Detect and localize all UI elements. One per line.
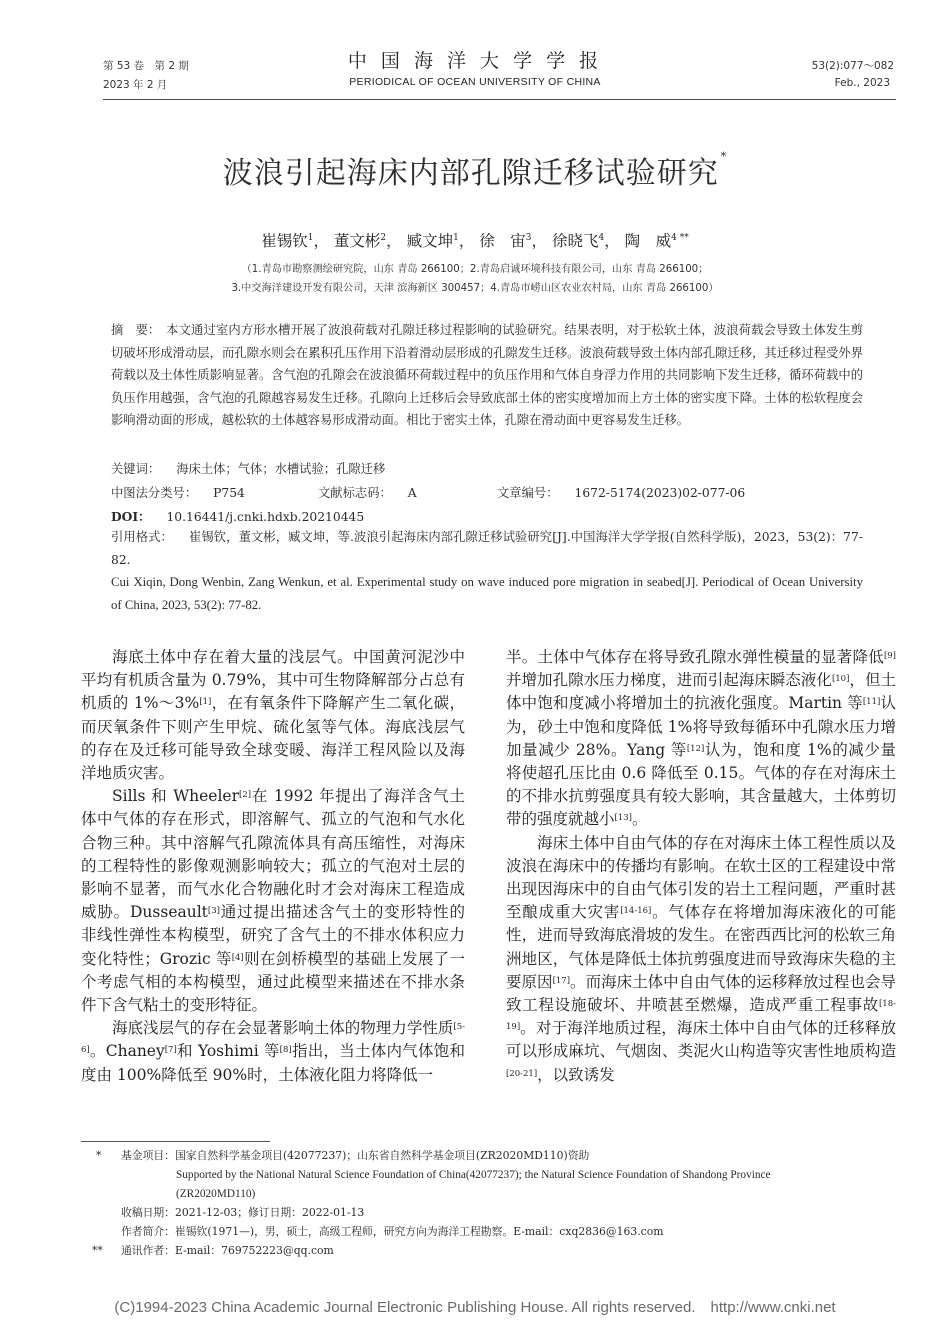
footnote-mark-fund: * xyxy=(96,1149,102,1162)
citation-ref[interactable]: [12] xyxy=(686,743,705,754)
citation-ref[interactable]: [20-21] xyxy=(506,1068,538,1079)
document-code-label: 文献标志码： xyxy=(318,486,392,500)
clc-value: P754 xyxy=(213,486,245,500)
citation-ref[interactable]: [13] xyxy=(614,813,632,824)
body-paragraph xyxy=(81,785,465,1017)
doi-value[interactable]: 10.16441/j.cnki.hdxb.20210445 xyxy=(166,510,365,524)
citation-ref[interactable]: [10] xyxy=(831,674,850,685)
paragraph-text: 。Chaney xyxy=(89,1042,165,1061)
keywords xyxy=(111,459,385,477)
footnote-rule xyxy=(81,1141,270,1142)
paragraph-text: 并增加孔隙水压力梯度，进而引起海床瞬态液化 xyxy=(506,671,832,690)
body-paragraph xyxy=(81,1017,465,1087)
abstract xyxy=(111,319,863,432)
body-paragraph xyxy=(506,646,896,832)
body-left-column xyxy=(81,646,465,1087)
paragraph-text: 和 Yoshimi 等 xyxy=(176,1042,280,1061)
citation-ref[interactable]: [1] xyxy=(199,697,212,708)
issue-date: 2023 年 2 月 xyxy=(103,79,168,91)
citation-ref[interactable]: [8] xyxy=(279,1045,292,1056)
author-name: 陶 威 xyxy=(624,232,672,250)
title-footnote-mark: * xyxy=(720,150,728,163)
author-affil-mark: 1 xyxy=(453,232,459,243)
citation-ref[interactable]: [18-19] xyxy=(506,999,896,1033)
citation-ref[interactable]: [17] xyxy=(552,975,571,986)
footnote-mark-corresponding: ** xyxy=(92,1244,103,1257)
doi xyxy=(111,507,364,525)
author-name: 徐 宙 xyxy=(479,232,526,250)
keywords-label: 关键词： xyxy=(111,462,161,476)
affiliation-line-2: 3.中交海洋建设开发有限公司，天津 滨海新区 300457；4.青岛市崂山区农业农村局，山东 青岛 266100） xyxy=(231,283,719,294)
body-right-column xyxy=(506,646,896,1087)
paragraph-text: 则在剑桥模型的基础上发展了一个考虑气相的本构模型，通过此模型来描述在不排水条件下含气粘土的变形特征。 xyxy=(81,949,465,1015)
citation-en: Cui Xiqin, Dong Wenbin, Zang Wenkun, et al. Experimental study on wave induced pore migration in seabed[J]. Periodical of Ocean University of China, 2023, 53(2): 77-82. xyxy=(111,575,863,612)
article-number-label: 文章编号： xyxy=(497,486,559,500)
body-paragraph xyxy=(81,646,465,785)
volume-issue: 第 53 卷 第 2 期 xyxy=(103,60,189,72)
citation-label: 引用格式： xyxy=(111,530,173,544)
author-affil-mark: 4 xyxy=(598,232,605,243)
citation-ref[interactable]: [2] xyxy=(239,790,252,801)
author-affil-mark: 3 xyxy=(525,232,532,243)
footnote-fund-cn: 基金项目：国家自然科学基金项目(42077237)；山东省自然科学基金项目(ZR2020MD110)资助 xyxy=(121,1149,590,1162)
article-number xyxy=(497,483,745,501)
journal-title-cn: 中 国 海 洋 大 学 学 报 xyxy=(347,50,603,72)
paragraph-text: 。 xyxy=(631,810,648,829)
paragraph-text: 指出，当土体内气体饱和度由 100%降低至 90%时，土体液化阻力将降低一 xyxy=(81,1042,465,1084)
author-name: 徐晓飞 xyxy=(551,232,599,250)
doi-label: DOI： xyxy=(111,509,151,524)
paragraph-text: 。气体存在将增加海床液化的可能性，进而导致海底滑坡的发生。在密西西比河的松软三角洲地区，气体是降低土体抗剪强度进而导致海床失稳的主要原因 xyxy=(506,903,896,991)
clc-label: 中图法分类号： xyxy=(111,486,198,500)
citation-ref[interactable]: [3] xyxy=(207,906,220,917)
author-affil-mark: 4 ** xyxy=(671,232,689,243)
paragraph-text: Sills 和 Wheeler xyxy=(112,787,240,806)
author-list: 崔锡钦$^1$， 董文彬$^2$， 臧文坤$^1$， 徐 宙$^3$， 徐晓飞$^4$， 陶 威$^{4 **}$ xyxy=(261,232,689,250)
paragraph-text: 认为，砂土中饱和度降低 1%将导致每循环中孔隙水压力增加量减少 28%。Yang 等 xyxy=(506,694,896,759)
paragraph-text: ，但土体中饱和度减小将增加土的抗液化强度。Martin 等 xyxy=(506,671,896,713)
citation-ref[interactable]: [14-16] xyxy=(620,906,652,917)
body-paragraph xyxy=(506,832,896,1087)
paragraph-text: 海底土体中存在着大量的浅层气。中国黄河泥沙中平均有机质含量为 0.79%，其中可生物降解部分占总有机质的 1%～3% xyxy=(81,648,465,713)
abstract-label: 摘 要： xyxy=(111,323,161,337)
paragraph-text: 海底浅层气的存在会显著影响土体的物理力学性质 xyxy=(112,1019,454,1038)
document-code-value: A xyxy=(407,486,417,500)
author-name: 董文彬 xyxy=(333,232,381,250)
paragraph-text: 海床土体中自由气体的存在对海床土体工程性质以及波浪在海床中的传播均有影响。在软土区的工程建设中常出现因海床中的自由气体引发的岩土工程问题，严重时甚至酿成重大灾害 xyxy=(506,833,896,922)
article-number-value: 1672-5174(2023)02-077-06 xyxy=(574,486,746,500)
paragraph-text: 。而海床土体中自由气体的运移释放过程也会导致工程设施破坏、井喷甚至燃爆，造成严重工程事故 xyxy=(506,972,896,1015)
page-range: 53(2):077～082 xyxy=(811,60,894,72)
paragraph-text: 认为，饱和度 1%的减少量将使超孔压比由 0.6 降低至 0.15。气体的存在对海床土的不排水抗剪强度具有较大影响，其含量越大，土体剪切带的强度就越小 xyxy=(506,740,896,829)
citation-ref[interactable]: [11] xyxy=(862,697,881,708)
journal-title-en: PERIODICAL OF OCEAN UNIVERSITY OF CHINA xyxy=(349,76,601,88)
author-name: 崔锡钦 xyxy=(261,232,308,250)
citation-ref[interactable]: [4] xyxy=(231,952,244,963)
footnote-author-bio: 作者简介：崔锡钦(1971—)，男，硕士，高级工程师，研究方向为海洋工程勘察。E-mail：cxq2836@163.com xyxy=(121,1225,664,1238)
abstract-text: 本文通过室内方形水槽开展了波浪荷载对孔隙迁移过程影响的试验研究。结果表明，对于松软土体，波浪荷载会导致土体发生剪切破坏形成滑动层，而孔隙水则会在累积孔压作用下沿着滑动层形成的孔隙发生迁移。波浪荷载导致土体内部孔隙迁移，其迁移过程受外界荷载以及土体性质影响显著。含气泡的孔隙会在波浪循环荷载过程中的负压作用和气体自身浮力作用的共同影响下发生迁移，循环荷载中的负压作用越强，含气泡的孔隙越容易发生迁移。孔隙向上迁移后会导致底部土体的密实度增加而上方土体的密实度下降。土体的松软程度会影响滑动面的形成，越松软的土体越容易形成滑动面。相比于密实土体，孔隙在滑动面中更容易发生迁移。 xyxy=(111,323,863,427)
author-affil-mark: 2 xyxy=(380,232,387,243)
footnote-fund-en-1: Supported by the National Natural Science Foundation of China(42077237); the Natural Science Foundation of Shandong Province xyxy=(176,1169,771,1181)
keywords-text: 海床土体；气体；水槽试验；孔隙迁移 xyxy=(176,462,386,476)
paragraph-text: ，在有氧条件下降解产生二氧化碳，而厌氧条件下则产生甲烷、硫化氢等气体。海底浅层气的存在及迁移可能导致全球变暖、海洋工程风险以及海洋地质灾害。 xyxy=(81,694,465,783)
paper-title-text: 波浪引起海床内部孔隙迁移试验研究 xyxy=(222,156,719,191)
copyright-notice: (C)1994-2023 China Academic Journal Electronic Publishing House. All rights reserved. http://www.cnki.net xyxy=(114,1299,836,1316)
paragraph-text: ，以致诱发 xyxy=(537,1065,615,1084)
paper-title xyxy=(0,148,950,192)
header-rule xyxy=(103,99,896,100)
author-affil-mark: 1 xyxy=(307,232,314,243)
issue-date-en: Feb., 2023 xyxy=(834,77,890,89)
paragraph-text: 半。土体中气体存在将导致孔隙水弹性模量的显著降低 xyxy=(506,648,884,666)
citation-ref[interactable]: [5-6] xyxy=(81,1022,465,1056)
affiliation-line-1: （1.青岛市勘察测绘研究院，山东 青岛 266100；2.青岛启诚环境科技有限公司，山东 青岛 266100； xyxy=(241,264,709,275)
citation-cn xyxy=(111,526,863,571)
paragraph-text: 在 1992 年提出了海洋含气土体中气体的存在形式，即溶解气、孤立的气泡和气水化合物三种。其中溶解气孔隙流体具有高压缩性，对海床的工程特性的影像观测影响较大；孤立的气泡对土层的影响不显著，而气水化合物融化时才会对海床工程造成威胁。Dusseault xyxy=(81,787,465,922)
citation-cn-text: 崔锡钦，董文彬，臧文坤，等.波浪引起海床内部孔隙迁移试验研究[J].中国海洋大学学报(自然科学版)，2023，53(2)：77-82. xyxy=(111,530,863,567)
paragraph-text: 通过提出描述含气土的变形特性的非线性弹性本构模型，研究了含气土的不排水体积应力变化特性；Grozic 等 xyxy=(81,903,465,968)
footnote-corresponding-author: 通讯作者：E-mail：769752223@qq.com xyxy=(121,1244,334,1257)
document-code xyxy=(318,483,417,501)
footnote-dates: 收稿日期：2021-12-03；修订日期：2022-01-13 xyxy=(121,1206,365,1219)
paragraph-text: 。对于海洋地质过程，海床土体中自由气体的迁移释放可以形成麻坑、气烟囱、类泥火山构造等灾害性地质构造 xyxy=(506,1019,896,1061)
author-name: 臧文坤 xyxy=(406,232,454,250)
footnote-fund-en-2: (ZR2020MD110) xyxy=(176,1188,256,1200)
citation-ref[interactable]: [9] xyxy=(883,651,896,661)
citation-ref[interactable]: [7] xyxy=(164,1045,177,1056)
clc-number xyxy=(111,483,245,501)
